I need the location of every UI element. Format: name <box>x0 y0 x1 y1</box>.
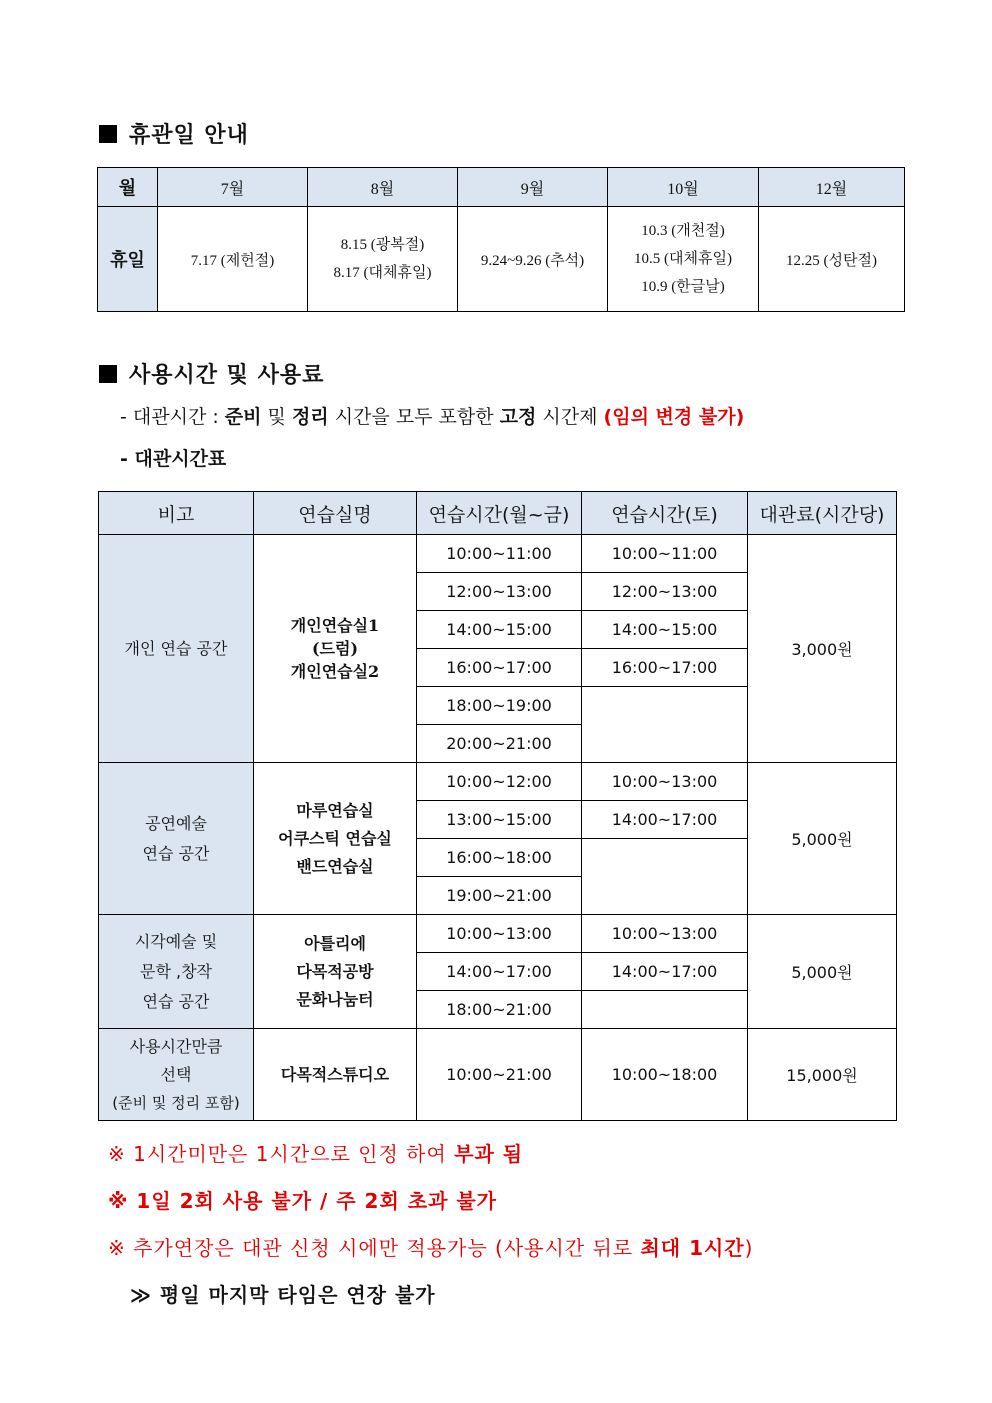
square-bullet-icon <box>99 125 117 143</box>
holiday-cell <box>158 207 308 312</box>
note-2: ※ 1일 2회 사용 불가 / 주 2회 초과 불가 <box>108 1189 498 1213</box>
holiday-cell <box>608 207 759 312</box>
weekday-time: 12:00~13:00 <box>417 573 582 611</box>
month-cell: 12월 <box>759 168 905 207</box>
table-row <box>99 915 897 953</box>
weekday-time: 14:00~15:00 <box>417 611 582 649</box>
holiday-cell <box>308 207 458 312</box>
holiday-month-row <box>98 168 905 207</box>
rental-time-line: - 대관시간 : 준비 및 정리 시간을 모두 포함한 고정 시간제 (임의 변경 불가) <box>120 406 745 428</box>
table-row <box>99 763 897 801</box>
weekday-time: 18:00~21:00 <box>417 991 582 1029</box>
square-bullet-icon <box>99 365 117 383</box>
holiday-section-title: 휴관일 안내 <box>99 118 249 149</box>
header-cell: 비고 <box>99 492 254 535</box>
weekday-time: 20:00~21:00 <box>417 725 582 763</box>
holiday-date: 9.24~9.26 (추석) <box>480 252 585 269</box>
weekday-time: 10:00~21:00 <box>417 1029 582 1121</box>
holiday-label: 휴일 <box>98 207 158 312</box>
weekday-time: 16:00~17:00 <box>417 649 582 687</box>
saturday-time: 10:00~11:00 <box>582 535 748 573</box>
holiday-cell <box>458 207 608 312</box>
header-cell: 대관료(시간당) <box>748 492 897 535</box>
saturday-empty <box>582 687 748 763</box>
table-row <box>99 535 897 573</box>
month-cell: 8월 <box>308 168 458 207</box>
schedule-table-title: - 대관시간표 <box>120 448 227 470</box>
holiday-date: 10.9 (한글날) <box>641 279 725 295</box>
holiday-date: 8.15 (광복절) <box>340 237 425 253</box>
room-cell: 다목적스튜디오 <box>254 1029 417 1121</box>
holiday-date: 10.3 (개천절) <box>641 223 725 239</box>
weekday-time: 13:00~15:00 <box>417 801 582 839</box>
table-row <box>99 1029 897 1121</box>
note-4: ≫ 평일 마지막 타임은 연장 불가 <box>130 1283 436 1307</box>
month-label: 월 <box>98 168 158 207</box>
holiday-date: 12.25 (성탄절) <box>786 252 877 269</box>
weekday-time: 18:00~19:00 <box>417 687 582 725</box>
weekday-time: 10:00~13:00 <box>417 915 582 953</box>
weekday-time: 10:00~11:00 <box>417 535 582 573</box>
month-cell: 10월 <box>608 168 759 207</box>
saturday-time: 16:00~17:00 <box>582 649 748 687</box>
saturday-empty <box>582 839 748 915</box>
note-1: ※ 1시간미만은 1시간으로 인정 하여 부과 됨 <box>108 1142 524 1166</box>
fee-cell: 5,000원 <box>748 915 897 1029</box>
weekday-time: 16:00~18:00 <box>417 839 582 877</box>
month-cell: 9월 <box>458 168 608 207</box>
room-cell: 개인연습실1 (드럼) 개인연습실2 <box>254 535 417 763</box>
weekday-time: 10:00~12:00 <box>417 763 582 801</box>
fee-cell: 15,000원 <box>748 1029 897 1121</box>
category-cell: 공연예술 연습 공간 <box>99 763 254 915</box>
holiday-date: 7.17 (제헌절) <box>190 252 275 269</box>
header-cell: 연습시간(토) <box>582 492 748 535</box>
room-cell: 아틀리에 다목적공방 문화나눔터 <box>254 915 417 1029</box>
category-cell: 사용시간만큼 선택 (준비 및 정리 포함) <box>99 1029 254 1121</box>
fee-cell: 3,000원 <box>748 535 897 763</box>
header-cell: 연습실명 <box>254 492 417 535</box>
saturday-time: 10:00~18:00 <box>582 1029 748 1121</box>
saturday-time: 12:00~13:00 <box>582 573 748 611</box>
saturday-time: 14:00~17:00 <box>582 801 748 839</box>
weekday-time: 19:00~21:00 <box>417 877 582 915</box>
holiday-table <box>97 167 905 312</box>
saturday-empty <box>582 991 748 1029</box>
holiday-dates-row <box>98 207 905 312</box>
category-cell: 시각예술 및 문학 ,창작 연습 공간 <box>99 915 254 1029</box>
header-cell: 연습시간(월~금) <box>417 492 582 535</box>
holiday-date: 8.17 (대체휴일) <box>333 265 432 281</box>
saturday-time: 14:00~15:00 <box>582 611 748 649</box>
category-cell: 개인 연습 공간 <box>99 535 254 763</box>
schedule-header-row <box>99 492 897 535</box>
holiday-date: 10.5 (대체휴일) <box>634 251 732 267</box>
saturday-time: 14:00~17:00 <box>582 953 748 991</box>
schedule-table <box>98 491 897 1121</box>
weekday-time: 14:00~17:00 <box>417 953 582 991</box>
holiday-cell <box>759 207 905 312</box>
note-3: ※ 추가연장은 대관 신청 시에만 적용가능 (사용시간 뒤로 최대 1시간) <box>108 1236 754 1260</box>
fee-cell: 5,000원 <box>748 763 897 915</box>
usage-section-title: 사용시간 및 사용료 <box>99 358 324 389</box>
month-cell: 7월 <box>158 168 308 207</box>
saturday-time: 10:00~13:00 <box>582 915 748 953</box>
room-cell: 마루연습실 어쿠스틱 연습실 밴드연습실 <box>254 763 417 915</box>
saturday-time: 10:00~13:00 <box>582 763 748 801</box>
